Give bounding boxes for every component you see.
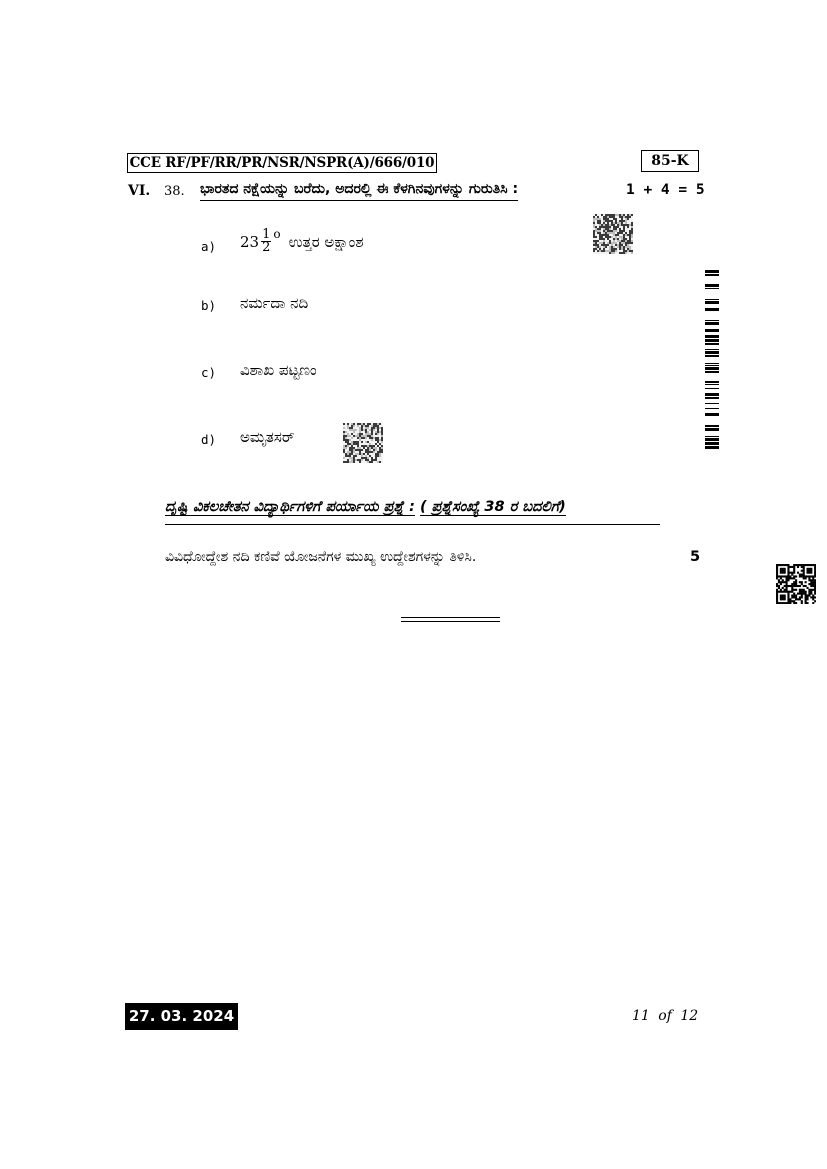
question-marks: 1 + 4 = 5: [626, 182, 705, 198]
qr-code-image: [776, 564, 816, 604]
barcode-image: [705, 270, 719, 453]
item-a-fraction: [261, 229, 271, 254]
alternative-question-text: ವಿವಿಧೋದ್ದೇಶ ನದಿ ಕಣಿವೆ ಯೋಜನೆಗಳ ಮುಖ್ಯ ಉದ್ದೇಶಗಳನ್ನು ತಿಳಿಸಿ.: [165, 549, 477, 565]
page-number: 11 of 12: [632, 1008, 699, 1024]
alternative-question-marks: 5: [690, 549, 701, 565]
item-c-label: c): [201, 365, 217, 380]
item-a-text: ಉತ್ತರ ಅಕ್ಷಾಂಶ: [288, 232, 364, 251]
item-b-text: ನರ್ಮದಾ ನದಿ: [240, 294, 309, 312]
item-d-text: ಅಮೃತಸರ್: [240, 428, 295, 446]
item-d-label: d): [201, 432, 217, 447]
item-a-whole: 23: [240, 232, 260, 251]
alternative-heading-note: ( ಪ್ರಶ್ನೆಸಂಖ್ಯೆ 38 ರ ಬದಲಿಗೆ): [419, 499, 566, 515]
fraction-denominator: 2: [262, 240, 271, 255]
degree-symbol: o: [273, 226, 281, 241]
security-pattern-image: [343, 423, 383, 463]
divider-line: [165, 524, 660, 525]
exam-date: 27. 03. 2024: [125, 1003, 238, 1030]
section-number: VI.: [128, 183, 151, 199]
fraction-numerator: 1: [262, 227, 271, 242]
item-c-text: ವಿಶಾಖ ಪಟ್ಟಣಂ: [240, 361, 317, 379]
end-rule-top: [401, 617, 500, 618]
subject-code-box: 85-K: [641, 150, 699, 172]
paper-code-box: CCE RF/PF/RR/PR/NSR/NSPR(A)/666/010: [127, 153, 437, 173]
item-b-label: b): [201, 298, 217, 313]
question-number: 38.: [164, 184, 185, 199]
item-a-label: a): [201, 239, 217, 254]
alternative-heading-text: ದೃಷ್ಟಿ ವಿಕಲಚೇತನ ವಿದ್ಯಾರ್ಥಿಗಳಿಗೆ ಪರ್ಯಾಯ ಪ್ರಶ್ನೆ :: [165, 499, 415, 515]
alternative-question-heading: [165, 499, 660, 515]
question-text: ಭಾರತದ ನಕ್ಷೆಯನ್ನು ಬರೆದು, ಅದರಲ್ಲಿ ಈ ಕೆಳಗಿನವುಗಳನ್ನು ಗುರುತಿಸಿ :: [200, 181, 518, 201]
security-pattern-image: [593, 214, 633, 254]
end-rule-bottom: [401, 621, 500, 622]
item-a-value: [240, 226, 364, 255]
